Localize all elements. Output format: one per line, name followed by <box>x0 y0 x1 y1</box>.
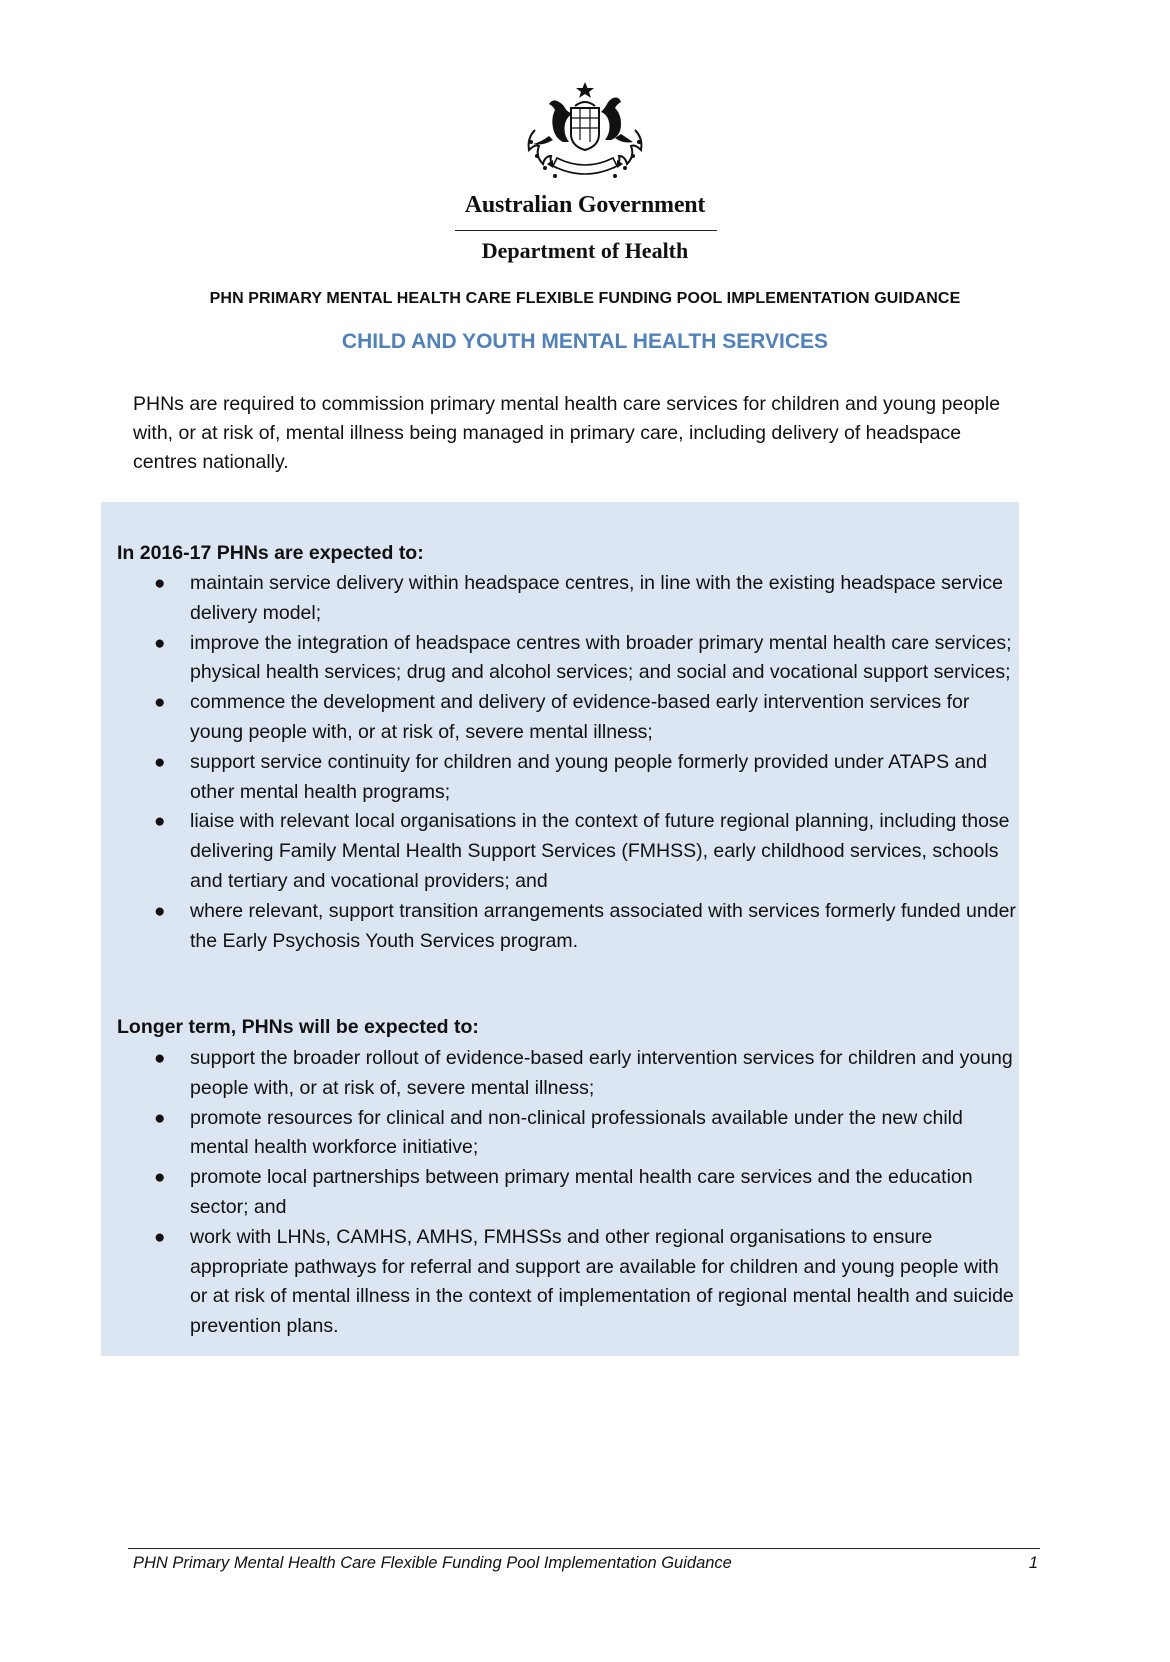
list-item <box>140 807 1020 896</box>
bullet-icon: ● <box>154 573 166 594</box>
list-item <box>140 1223 1020 1342</box>
list-item <box>140 1104 1020 1164</box>
bullet-icon: ● <box>154 1048 166 1069</box>
list-item-text: support service continuity for children and young people formerly provided under ATAPS and other mental health programs; <box>190 750 988 803</box>
bullet-icon: ● <box>154 1107 166 1129</box>
bullet-icon: ● <box>154 751 166 773</box>
footer-divider <box>128 1548 1040 1549</box>
list-item-text: support the broader rollout of evidence-based early intervention services for children and young people with, or at risk of, severe mental illness; <box>190 1047 1013 1099</box>
department-name: Department of Health <box>481 238 689 263</box>
list-item <box>140 569 1020 629</box>
page-number: 1 <box>1028 1554 1038 1572</box>
org-divider <box>455 230 717 231</box>
intro-paragraph: PHNs are required to commission primary mental health care services for children and young people with, or at risk of, mental illness being managed in primary care, including delivery of headspace centres nationally. <box>133 393 1001 473</box>
australian-coat-of-arms-icon <box>515 80 655 192</box>
bullet-list-longer-term <box>140 1044 1020 1342</box>
crest-container <box>0 80 1170 192</box>
list-item <box>140 1044 1020 1104</box>
list-item <box>140 1163 1020 1223</box>
list-item-text: liaise with relevant local organisations in the context of future regional planning, including those delivering Family Mental Health Support Services (FMHSS), early childhood services, schools and tertiary and vocational providers; and <box>190 810 1010 892</box>
bullet-icon: ● <box>154 632 166 654</box>
section-heading-longer-term: Longer term, PHNs will be expected to: <box>117 1016 479 1038</box>
list-item-text: promote local partnerships between primary mental health care services and the education sector; and <box>190 1166 973 1218</box>
section-heading-2016-17: In 2016-17 PHNs are expected to: <box>117 542 424 564</box>
list-item-text: where relevant, support transition arrangements associated with services formerly funded under the Early Psychosis Youth Services program. <box>190 899 1016 952</box>
bullet-icon: ● <box>154 1167 166 1189</box>
bullet-icon: ● <box>154 900 166 922</box>
org-name: Australian Government <box>464 192 706 218</box>
document-subtitle: CHILD AND YOUTH MENTAL HEALTH SERVICES <box>341 330 829 353</box>
list-item-text: maintain service delivery within headspace centres, in line with the existing headspace service delivery model; <box>190 572 1003 624</box>
list-item <box>140 629 1020 689</box>
list-item <box>140 748 1020 808</box>
list-item-text: commence the development and delivery of evidence-based early intervention services for young people with, or at risk of, severe mental illness; <box>190 691 970 743</box>
list-item <box>140 897 1020 957</box>
bullet-icon: ● <box>154 692 166 714</box>
document-title: PHN PRIMARY MENTAL HEALTH CARE FLEXIBLE FUNDING POOL IMPLEMENTATION GUIDANCE <box>209 290 961 307</box>
footer-title: PHN Primary Mental Health Care Flexible Funding Pool Implementation Guidance <box>133 1554 732 1572</box>
list-item-text: promote resources for clinical and non-clinical professionals available under the new child mental health workforce initiative; <box>190 1106 963 1159</box>
bullet-list-2016-17 <box>140 569 1020 956</box>
list-item-text: improve the integration of headspace centres with broader primary mental health care services; physical health services; drug and alcohol services; and social and vocational support services; <box>190 631 1012 684</box>
bullet-icon: ● <box>154 1226 166 1248</box>
list-item <box>140 688 1020 748</box>
bullet-icon: ● <box>154 811 166 833</box>
list-item-text: work with LHNs, CAMHS, AMHS, FMHSSs and other regional organisations to ensure appropriate pathways for referral and support are available for children and young people with or at risk of mental illness in the context of implementation of regional mental health and suicide prevention plans. <box>190 1225 1014 1338</box>
